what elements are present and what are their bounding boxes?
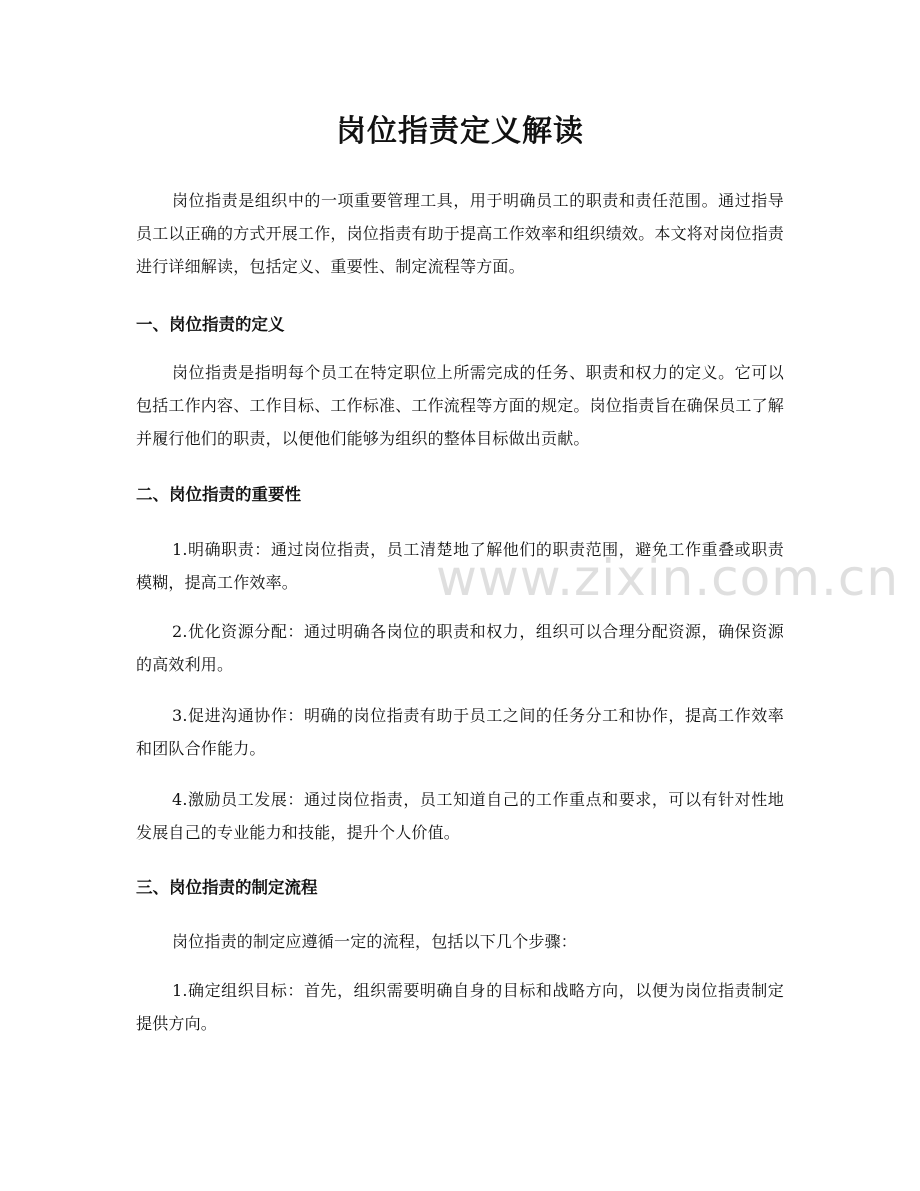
list-item: 2.优化资源分配：通过明确各岗位的职责和权力，组织可以合理分配资源，确保资源的高效利用。 xyxy=(136,622,784,674)
section-2-heading: 二、岗位指责的重要性 xyxy=(136,485,301,504)
list-item: 4.激励员工发展：通过岗位指责，员工知道自己的工作重点和要求，可以有针对性地发展自己的专业能力和技能，提升个人价值。 xyxy=(136,790,784,842)
section-3-heading: 三、岗位指责的制定流程 xyxy=(136,878,318,897)
section-1-heading: 一、岗位指责的定义 xyxy=(136,315,285,334)
section-1-body: 岗位指责是指明每个员工在特定职位上所需完成的任务、职责和权力的定义。它可以包括工作内容、工作目标、工作标准、工作流程等方面的规定。岗位指责旨在确保员工了解并履行他们的职责，以便他们能够为组织的整体目标做出贡献。 xyxy=(136,363,785,448)
watermark: www.zixin.com.cn xyxy=(436,549,900,607)
list-item: 1.确定组织目标：首先，组织需要明确自身的目标和战略方向，以便为岗位指责制定提供方向。 xyxy=(136,981,784,1033)
document-title: 岗位指责定义解读 xyxy=(336,114,584,149)
intro-paragraph: 岗位指责是组织中的一项重要管理工具，用于明确员工的职责和责任范围。通过指导员工以正确的方式开展工作，岗位指责有助于提高工作效率和组织绩效。本文将对岗位指责进行详细解读，包括定义、重要性、制定流程等方面。 xyxy=(136,191,785,276)
list-item: 3.促进沟通协作：明确的岗位指责有助于员工之间的任务分工和协作，提高工作效率和团队合作能力。 xyxy=(136,706,784,758)
section-3-intro: 岗位指责的制定应遵循一定的流程，包括以下几个步骤： xyxy=(172,932,578,951)
list-item: 1.明确职责：通过岗位指责，员工清楚地了解他们的职责范围，避免工作重叠或职责模糊，提高工作效率。 xyxy=(136,540,784,592)
